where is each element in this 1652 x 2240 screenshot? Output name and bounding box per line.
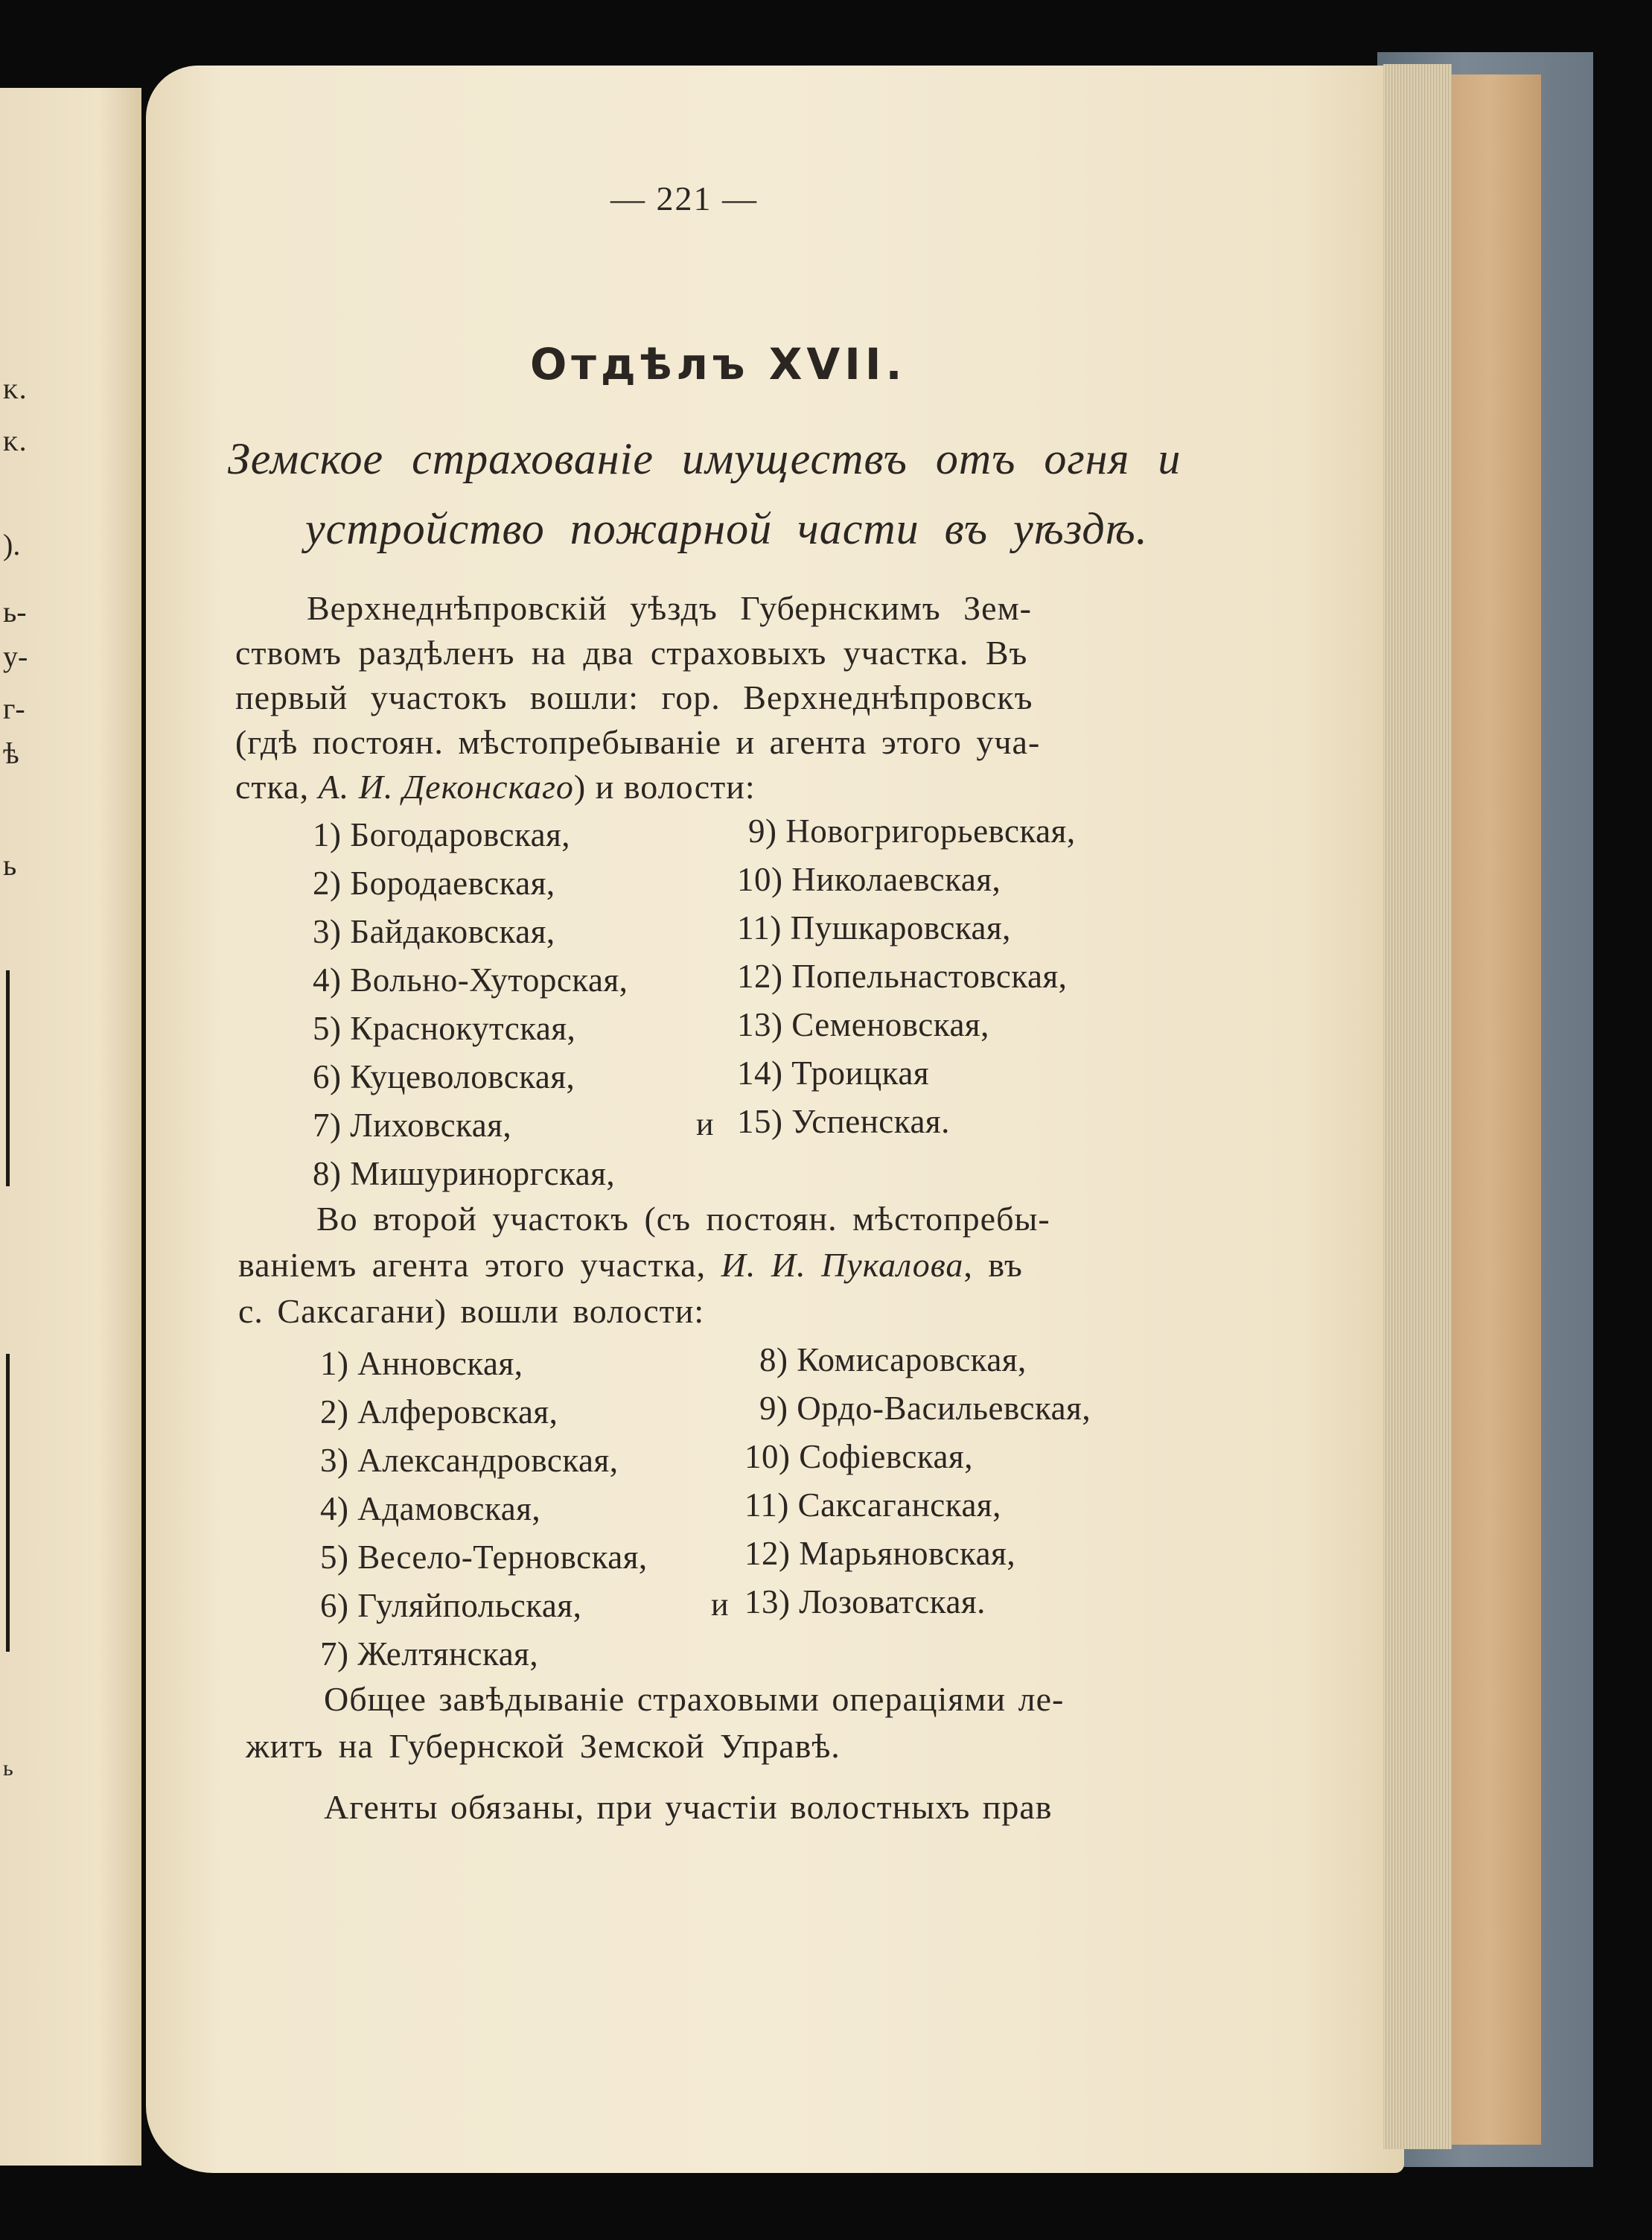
list-item: 11) Саксаганская, xyxy=(744,1486,1001,1524)
list-item: 4) Вольно-Хуторская, xyxy=(313,961,628,999)
paragraph1-line: Верхнеднѣпровскій уѣздъ Губернскимъ Зем- xyxy=(307,589,1032,627)
paragraph1-text: стка, xyxy=(235,768,319,806)
list-item: 11) Пушкаровская, xyxy=(737,909,1011,946)
paragraph3-line: житъ на Губернской Земской Управѣ. xyxy=(246,1727,841,1765)
paragraph3-line: Общее завѣдываніе страховыми операціями ле- xyxy=(324,1680,1065,1718)
list-item: 13) Семеновская, xyxy=(737,1006,989,1043)
list-item: 2) Бородаевская, xyxy=(313,865,555,902)
left-fragment: ь xyxy=(3,1756,13,1781)
left-fragment: ь xyxy=(3,848,17,882)
list-item: 6) Куцеволовская, xyxy=(313,1058,575,1095)
subtitle-line-1: Земское страхованіе имуществъ отъ огня и xyxy=(228,434,1181,483)
agent-name: А. И. Деконскаго xyxy=(318,768,574,806)
paragraph1-line: первый участокъ вошли: гор. Верхнеднѣпровскъ xyxy=(235,678,1033,716)
list-item: 15) Успенская. xyxy=(737,1103,950,1140)
list-item: 1) Анновская, xyxy=(320,1345,523,1382)
left-fragment: ᴋ. xyxy=(3,424,27,457)
list-item: 2) Алферовская, xyxy=(320,1393,558,1431)
list-item: 3) Байдаковская, xyxy=(313,913,555,950)
left-rule xyxy=(6,970,10,1186)
list-item: 9) Новогригорьевская, xyxy=(748,812,1076,850)
left-fragment: г- xyxy=(3,692,25,725)
list-item: 12) Марьяновская, xyxy=(744,1535,1016,1572)
paragraph1-line xyxy=(235,767,756,806)
paragraph2-line: с. Саксагани) вошли волости: xyxy=(238,1292,705,1330)
list-item: 8) Комисаровская, xyxy=(759,1341,1027,1378)
left-fragment: ᴋ. xyxy=(3,372,27,405)
agent-name: И. И. Пукалова xyxy=(721,1246,964,1284)
list-item: 10) Николаевская, xyxy=(737,861,1001,898)
paragraph2-line: Во второй участокъ (съ постоян. мѣстопребы- xyxy=(316,1200,1050,1238)
left-fragment: ь- xyxy=(3,595,27,629)
list-item: 3) Александровская, xyxy=(320,1442,619,1479)
list-item: 14) Троицкая xyxy=(737,1054,930,1092)
list-item: 6) Гуляйпольская, xyxy=(320,1587,582,1624)
list-item: 5) Весело-Терновская, xyxy=(320,1539,648,1576)
paragraph2-text: ваніемъ агента этого участка, xyxy=(238,1246,721,1284)
list-item: 9) Ордо-Васильевская, xyxy=(759,1390,1091,1427)
paragraph2-line xyxy=(238,1245,1023,1285)
list-item: 13) Лозоватская. xyxy=(744,1583,986,1620)
subtitle-line-2: устройство пожарной части въ уѣздѣ. xyxy=(305,504,1148,553)
list-connector: и xyxy=(711,1586,729,1623)
page-number: — 221 — xyxy=(610,179,758,217)
list-item: 7) Лиховская, xyxy=(313,1107,512,1144)
list-connector: и xyxy=(696,1106,714,1142)
list-item: 8) Мишуриноргская, xyxy=(313,1155,616,1192)
left-fragment: ). xyxy=(3,528,21,561)
paragraph4-line: Агенты обязаны, при участіи волостныхъ прав xyxy=(324,1788,1053,1826)
page-edges xyxy=(1383,64,1452,2149)
previous-page-edge xyxy=(0,88,141,2166)
list-item: 5) Краснокутская, xyxy=(313,1010,576,1047)
list-item: 1) Богодаровская, xyxy=(313,816,571,853)
book-cover-inner xyxy=(1437,74,1541,2145)
left-fragment: ѣ xyxy=(3,736,19,770)
list-item: 4) Адамовская, xyxy=(320,1490,541,1527)
left-fragment: у- xyxy=(3,640,28,673)
list-item: 12) Попельнастовская, xyxy=(737,958,1068,995)
paragraph1-line: (гдѣ постоян. мѣстопребываніе и агента этого уча- xyxy=(235,723,1041,761)
list-item: 10) Софіевская, xyxy=(744,1438,973,1475)
left-rule xyxy=(6,1354,10,1652)
paragraph1-text: ) и волости: xyxy=(573,768,756,806)
list-item: 7) Желтянская, xyxy=(320,1635,539,1673)
paragraph2-text: , въ xyxy=(963,1246,1023,1284)
section-title: Отдѣлъ XVII. xyxy=(530,339,907,389)
paragraph1-line: ствомъ раздѣленъ на два страховыхъ участка. Въ xyxy=(235,634,1028,672)
